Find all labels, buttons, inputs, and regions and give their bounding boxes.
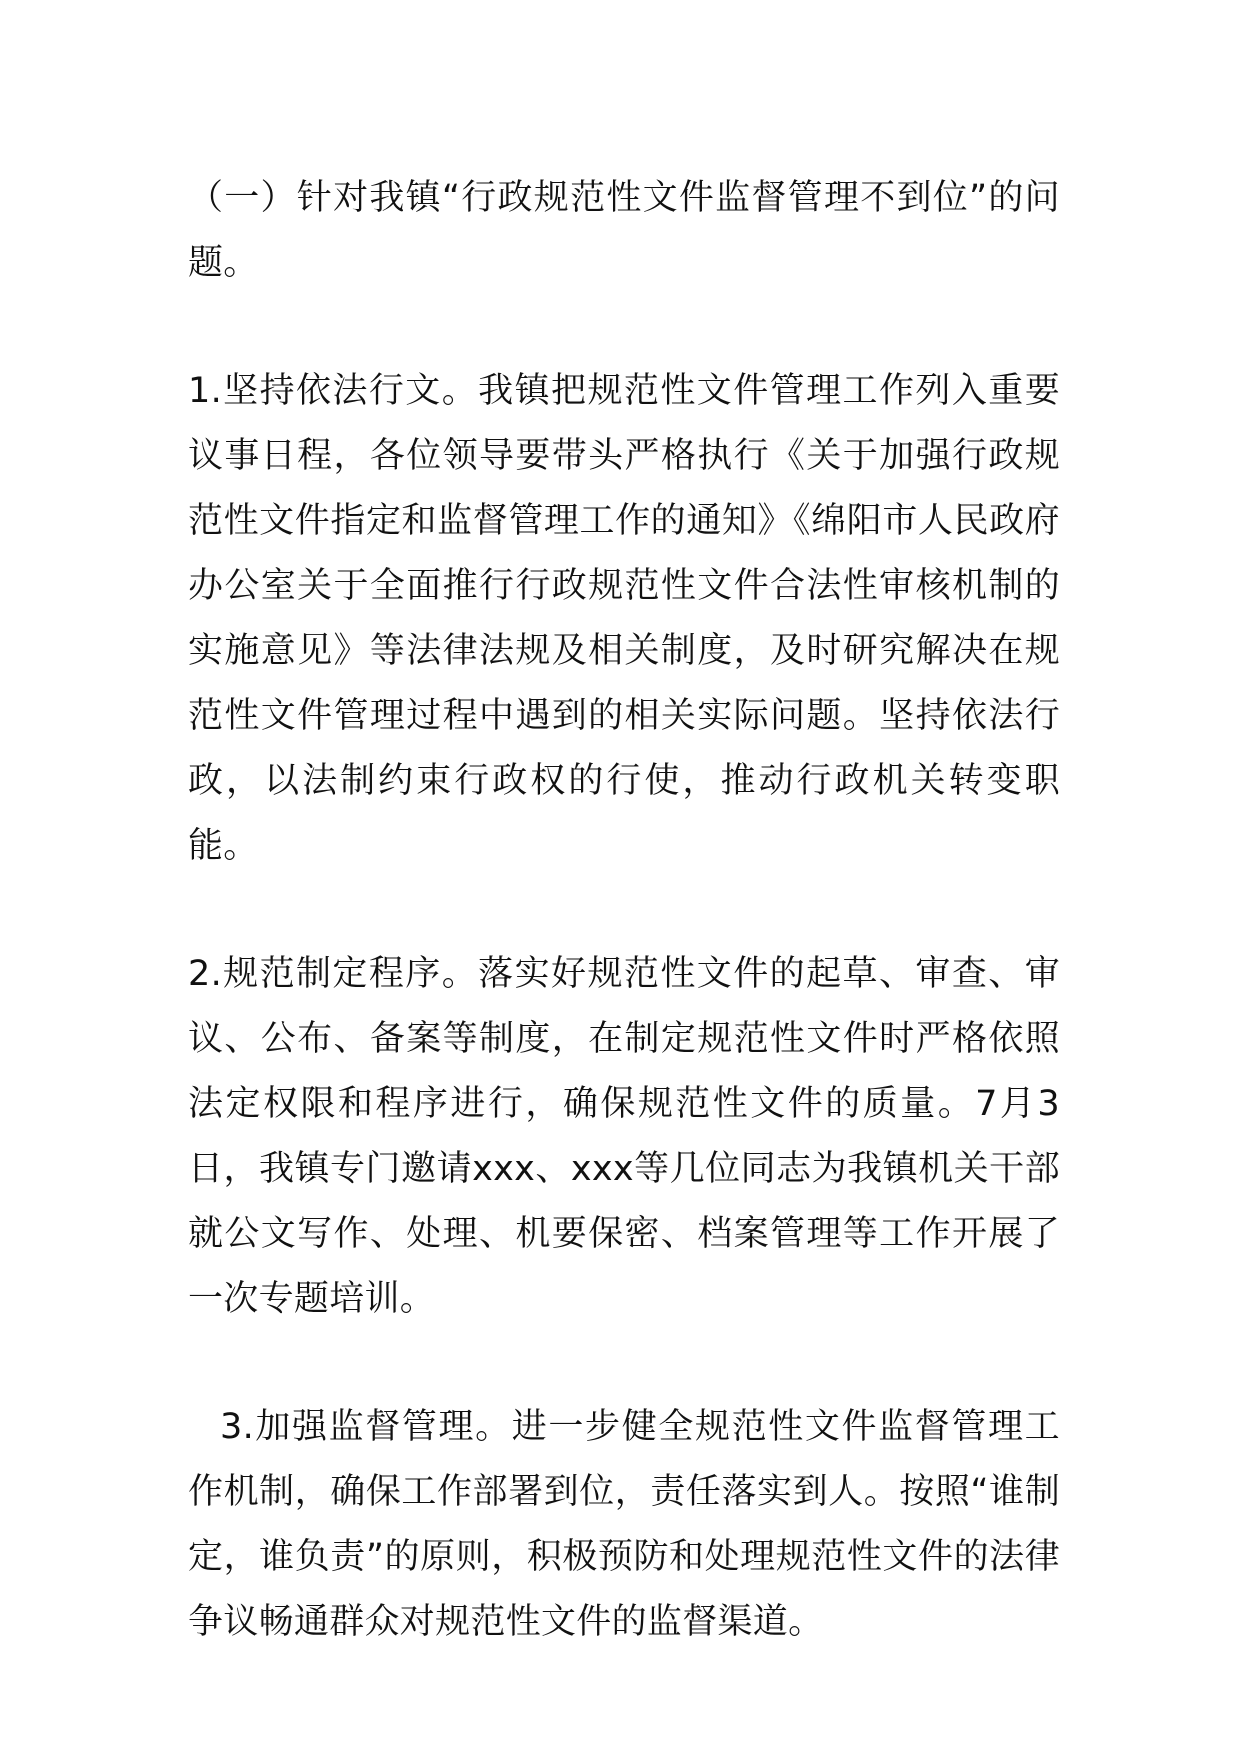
paragraph-item-3: 3.加强监督管理。进一步健全规范性文件监督管理工作机制，确保工作部署到位，责任落实到人。按照“谁制定，谁负责”的原则，积极预防和处理规范性文件的法律争议畅通群众对规范性文件的监督渠道。 — [188, 1407, 1060, 1642]
paragraph-item-2: 2.规范制定程序。落实好规范性文件的起草、审查、审议、公布、备案等制度，在制定规范性文件时严格依照法定权限和程序进行，确保规范性文件的质量。7月3日，我镇专门邀请xxx、xxx等几位同志为我镇机关干部就公文写作、处理、机要保密、档案管理等工作开展了一次专题培训。 — [188, 954, 1060, 1319]
document-body — [188, 166, 1060, 1718]
section-heading: （一）针对我镇“行政规范性文件监督管理不到位”的问题。 — [188, 178, 1060, 283]
paragraph-item-1: 1.坚持依法行文。我镇把规范性文件管理工作列入重要议事日程，各位领导要带头严格执行《关于加强行政规范性文件指定和监督管理工作的通知》《绵阳市人民政府办公室关于全面推行行政规范性文件合法性审核机制的实施意见》等法律法规及相关制度，及时研究解决在规范性文件管理过程中遇到的相关实际问题。坚持依法行政，以法制约束行政权的行使，推动行政机关转变职能。 — [188, 371, 1060, 866]
